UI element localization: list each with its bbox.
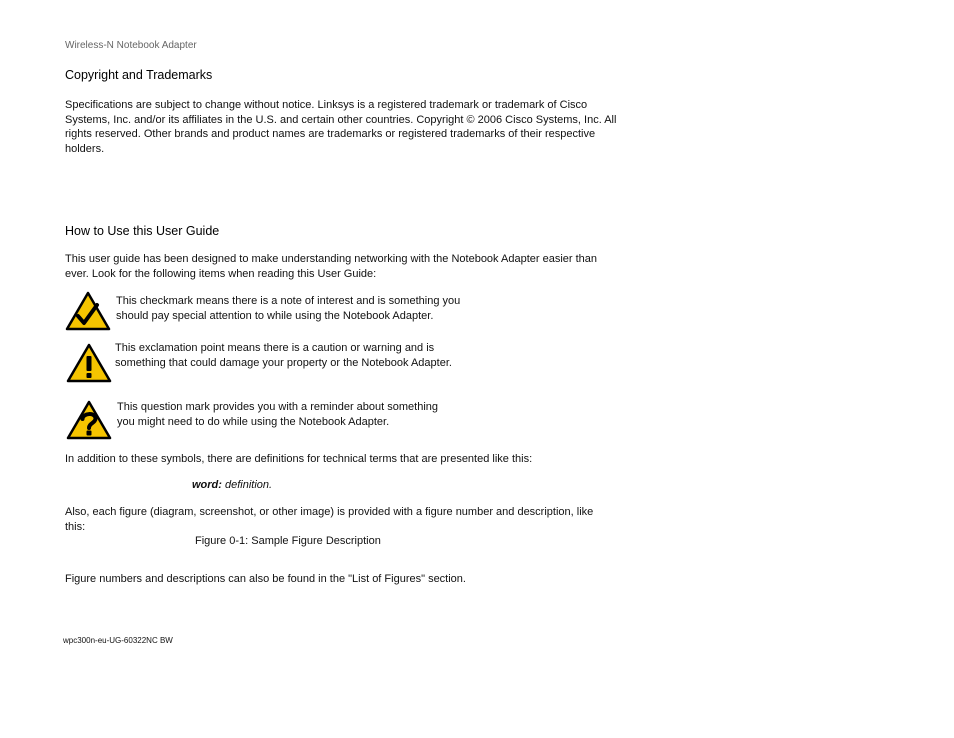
figures-note: Figure numbers and descriptions can also be found in the "List of Figures" section. <box>65 573 466 585</box>
copyright-line: holders. <box>65 142 105 155</box>
symbol-line: This question mark provides you with a reminder about something <box>117 401 438 413</box>
exclamation-description <box>115 341 452 371</box>
symbol-line: This checkmark means there is a note of interest and is something you <box>116 295 461 307</box>
definition-sample <box>192 479 272 491</box>
figure-intro-line: Also, each figure (diagram, screenshot, or other image) is provided with a figure number and description, like <box>65 506 594 518</box>
copyright-line: rights reserved. Other brands and product names are trademarks or registered trademarks of their respective <box>65 128 596 140</box>
figure-caption-sample: Figure 0-1: Sample Figure Description <box>195 535 381 547</box>
guide-intro-line: ever. Look for the following items when reading this User Guide: <box>65 267 377 280</box>
definition-term: word: <box>192 479 222 491</box>
symbol-line: something that could damage your property or the Notebook Adapter. <box>115 357 452 369</box>
guide-intro-line: This user guide has been designed to make understanding networking with the Notebook Adapter easier than <box>65 253 598 265</box>
footer-doc-code: wpc300n-eu-UG-60322NC BW <box>63 636 173 645</box>
symbol-line: you might need to do while using the Notebook Adapter. <box>117 416 390 428</box>
figure-intro-line: this: <box>65 520 86 533</box>
copyright-paragraph <box>65 98 617 156</box>
copyright-heading: Copyright and Trademarks <box>65 68 213 82</box>
question-description <box>117 400 438 430</box>
exclamation-warning-icon <box>66 343 112 383</box>
figure-intro-paragraph <box>65 505 595 534</box>
guide-intro-paragraph <box>65 252 598 281</box>
question-warning-icon <box>66 400 112 440</box>
symbol-line: This exclamation point means there is a caution or warning and is <box>115 342 435 354</box>
copyright-line: Systems, Inc. and/or its affiliates in the U.S. and certain other countries. Copyright © 2006 Cisco Systems, Inc. All <box>65 113 617 126</box>
checkmark-description <box>116 294 460 324</box>
symbol-line: should pay special attention to while using the Notebook Adapter. <box>116 310 434 322</box>
copyright-line: Specifications are subject to change without notice. Linksys is a registered trademark or trademark of Cisco <box>65 99 588 111</box>
definitions-intro: In addition to these symbols, there are definitions for technical terms that are presented like this: <box>65 453 533 465</box>
definition-text: definition. <box>221 479 273 491</box>
guide-heading: How to Use this User Guide <box>65 224 220 238</box>
checkmark-warning-icon <box>65 291 111 331</box>
running-header: Wireless-N Notebook Adapter <box>65 40 197 51</box>
